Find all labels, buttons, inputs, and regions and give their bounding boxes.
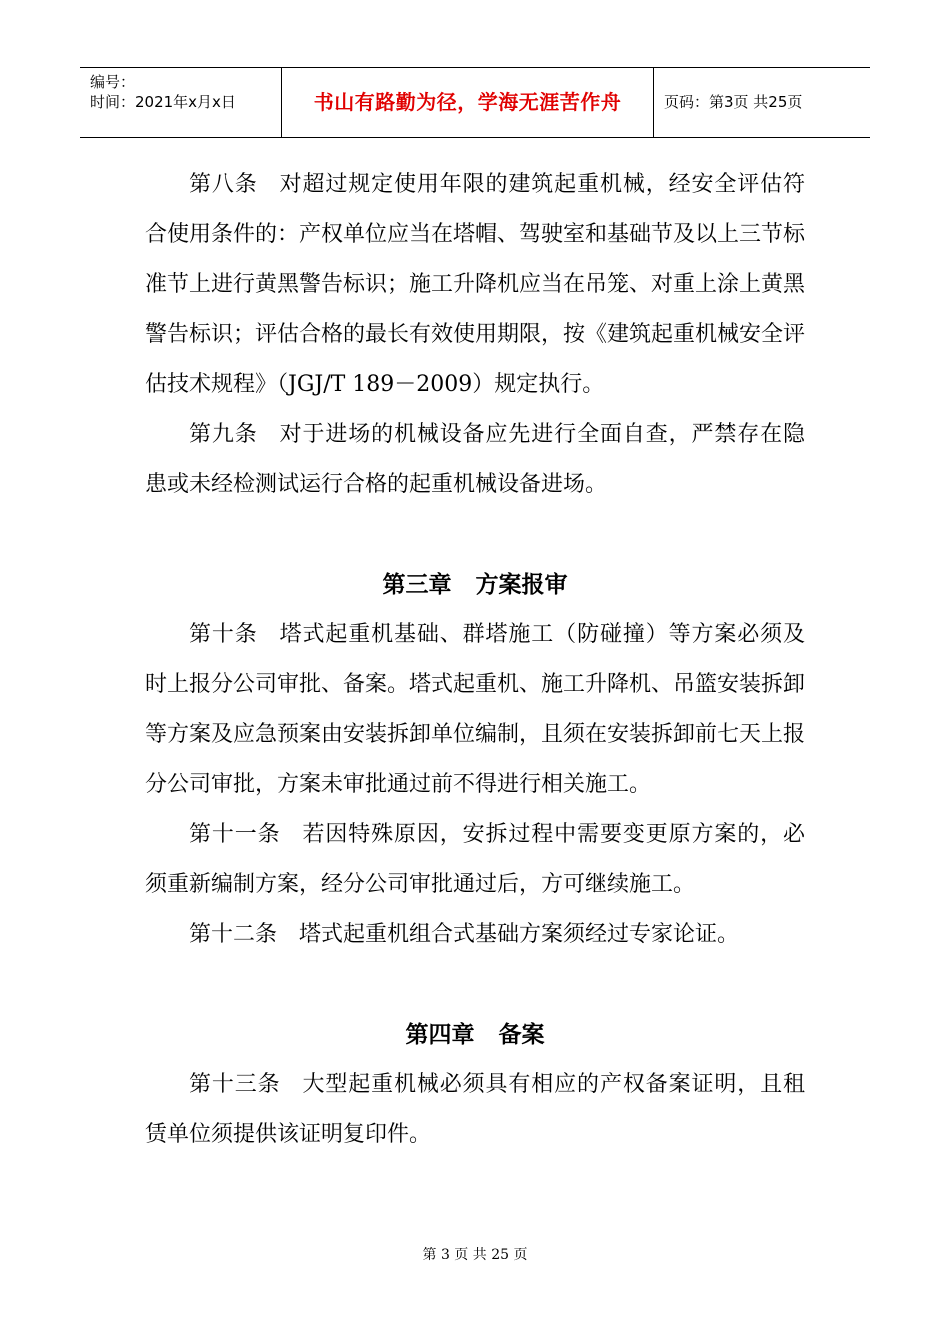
chapter-number: 第四章: [405, 1022, 475, 1048]
article-10: [145, 610, 805, 810]
article-number: 第十二条: [189, 922, 278, 947]
spacer: [145, 510, 805, 560]
article-11: [145, 810, 805, 910]
article-number: 第八条: [189, 172, 258, 197]
article-number: 第十条: [189, 622, 258, 647]
header-motto: 书山有路勤为径，学海无涯苦作舟: [282, 68, 654, 137]
chapter-4-heading: [145, 1010, 805, 1060]
header-meta: [80, 68, 282, 137]
article-number: 第十三条: [189, 1072, 281, 1097]
page-footer: 第 3 页 共 25 页: [422, 1247, 528, 1263]
article-number: 第九条: [189, 422, 258, 447]
article-text: 对超过规定使用年限的建筑起重机械，经安全评估符合使用条件的：产权单位应当在塔帽、驾驶室和基础节及以上三节标准节上进行黄黑警告标识；施工升降机应当在吊笼、对重上涂上黄黑警告标识；评估合格的最长有效使用期限，按《建筑起重机械安全评估技术规程》（JGJ/T 189－2009）规定执行。: [145, 172, 806, 397]
article-text: 大型起重机械必须具有相应的产权备案证明，且租赁单位须提供该证明复印件。: [145, 1072, 805, 1147]
article-12: [145, 910, 805, 960]
chapter-3-heading: [145, 560, 805, 610]
article-9: [145, 410, 805, 510]
article-13: [145, 1060, 805, 1160]
header-page-info: 页码：第3页 共25页: [664, 93, 803, 111]
article-text: 对于进场的机械设备应先进行全面自查，严禁存在隐患或未经检测试运行合格的起重机械设备进场。: [145, 422, 805, 497]
spacer: [145, 960, 805, 1010]
article-text: 塔式起重机组合式基础方案须经过专家论证。: [299, 922, 740, 947]
article-number: 第十一条: [189, 822, 281, 847]
document-body: [145, 160, 805, 1160]
document-number-label: 编号：: [90, 73, 136, 91]
page-header: [80, 67, 870, 138]
article-8: [145, 160, 805, 410]
article-text: 塔式起重机基础、群塔施工（防碰撞）等方案必须及时上报分公司审批、备案。塔式起重机、施工升降机、吊篮安装拆卸等方案及应急预案由安装拆卸单位编制，且须在安装拆卸前七天上报分公司审批，方案未审批通过前不得进行相关施工。: [145, 622, 806, 797]
chapter-number: 第三章: [382, 572, 452, 598]
article-text: 若因特殊原因，安拆过程中需要变更原方案的，必须重新编制方案，经分公司审批通过后，方可继续施工。: [145, 822, 805, 897]
document-date: 时间：2021年x月x日: [90, 93, 236, 111]
chapter-title: 备案: [498, 1022, 545, 1048]
chapter-title: 方案报审: [475, 572, 568, 598]
